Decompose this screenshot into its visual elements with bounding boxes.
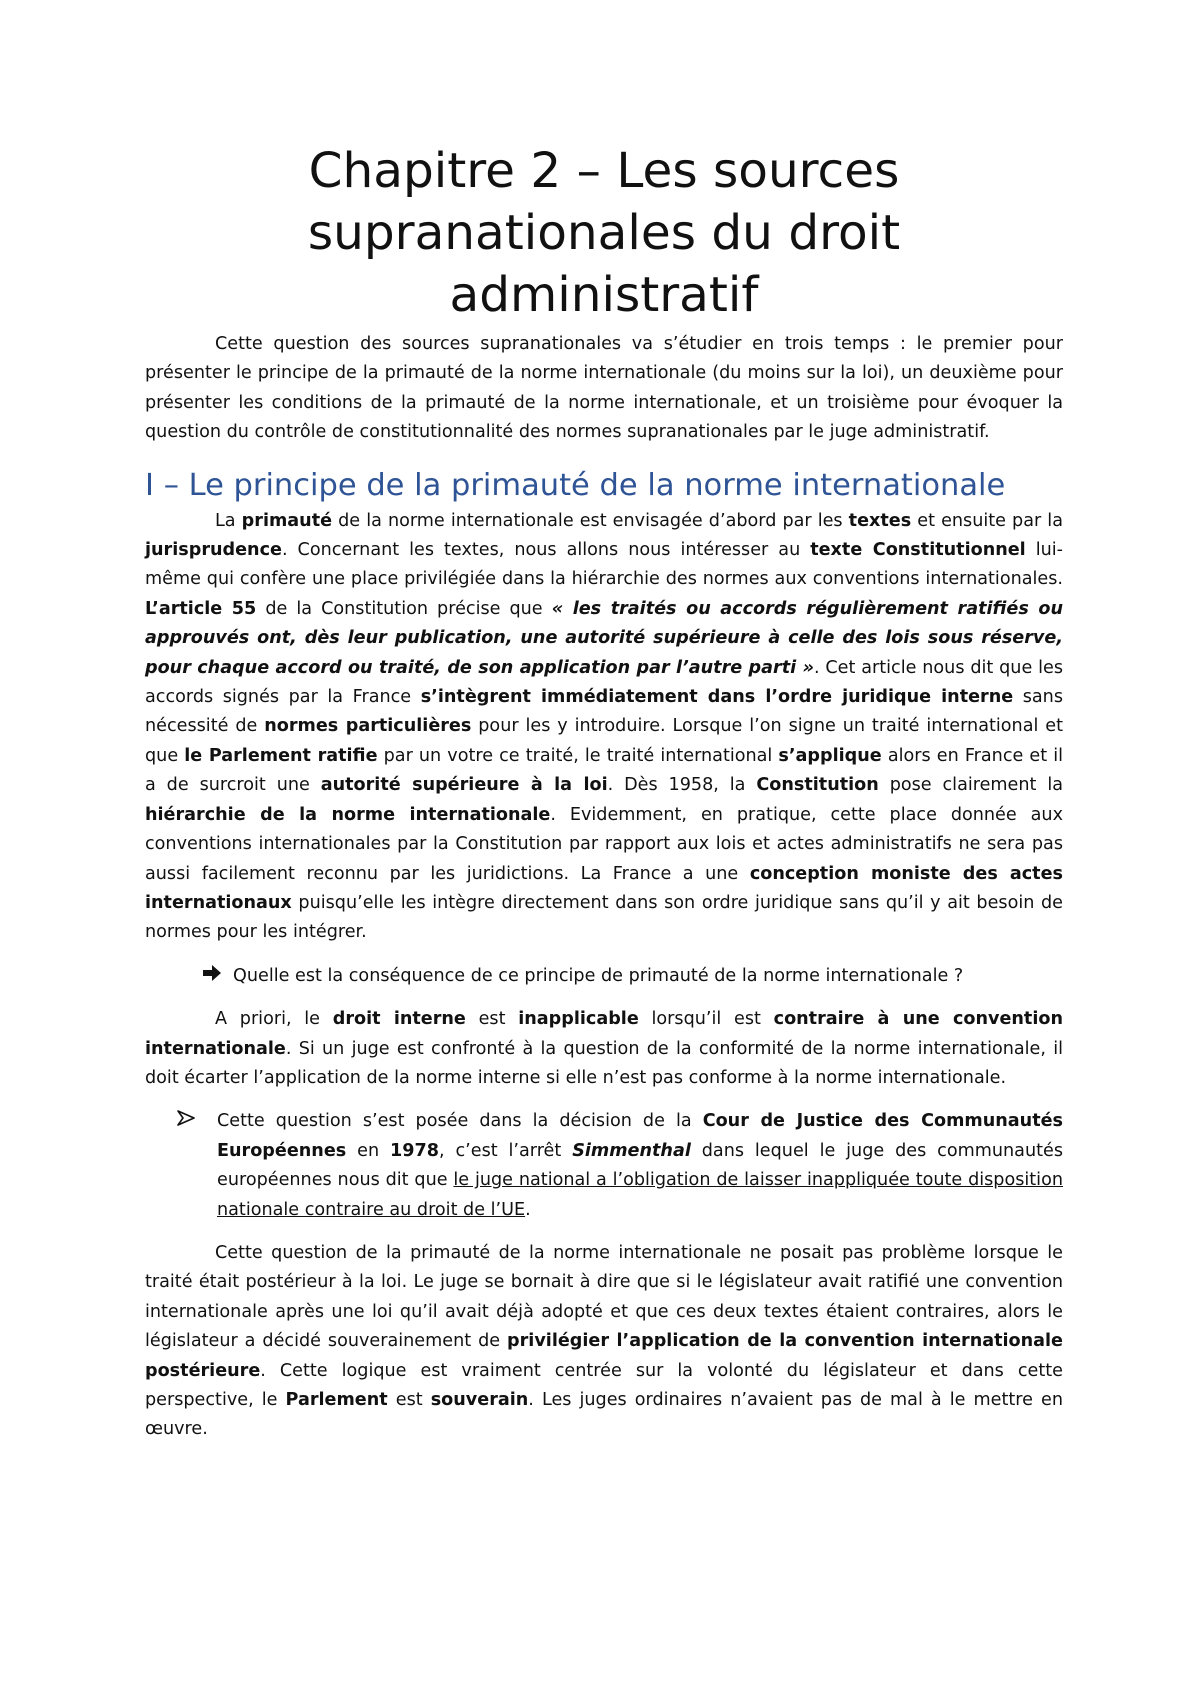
underlined-holding: le juge national a l’obligation de laisser inappliquée toute disposition nationale contraire au droit de l’UE xyxy=(217,1170,1063,1220)
paragraph-primaute: La primauté de la norme internationale est envisagée d’abord par les textes et ensuite par la jurisprudence. Concernant les textes, nous allons nous intéresser au texte Constitutionnel lui-même qui confère une place privilégiée dans la hiérarchie des normes aux conventions internationales. L’article 55 de la Constitution précise que « les traités ou accords régulièrement ratifiés ou approuvés ont, dès leur publication, une autorité supérieure à celle des lois sous réserve, pour chaque accord ou traité, de son application par l’autre parti ». Cet article nous dit que les accords signés par la France s’intègrent immédiatement dans l’ordre juridique interne sans nécessité de normes particulières pour les y introduire. Lorsque l’on signe un traité international et que le Parlement ratifie par un votre ce traité, le traité international s’applique alors en France et il a de surcroit une autorité supérieure à la loi. Dès 1958, la Constitution pose clairement la hiérarchie de la norme internationale. Evidemment, en pratique, cette place donnée aux conventions internationales par la Constitution par rapport aux lois et actes administratifs ne sera pas aussi facilement reconnu par les juridictions. La France a une conception moniste des actes internationaux puisqu’elle les intègre directement dans son ordre juridique sans qu’il y ait besoin de normes pour les intégrer. xyxy=(145,510,1064,943)
paragraph-a-priori: A priori, le droit interne est inapplicable lorsqu’il est contraire à une convention internationale. Si un juge est confronté à la question de la conformité de la norme internationale, il doit écarter l’application de la norme interne si elle n’est pas conforme à la norme internationale. xyxy=(145,1009,1063,1088)
section-heading: I – Le principe de la primauté de la norme internationale xyxy=(145,467,1006,503)
case-name: Simmenthal xyxy=(572,1140,691,1161)
bullet-simmenthal: Cette question s’est posée dans la décision de la Cour de Justice des Communautés Européennes en 1978, c’est l’arrêt Simmenthal dans lequel le juge des communautés européennes nous dit que le juge national a l’obligation de laisser inappliquée toute disposition nationale contraire au droit de l’UE. xyxy=(145,1107,1063,1225)
document-page xyxy=(145,140,1063,1445)
title-line-3: administratif xyxy=(449,267,759,323)
arrow-question xyxy=(145,962,1063,991)
chapter-title xyxy=(145,140,1063,326)
title-line-2: supranationales du droit xyxy=(307,205,901,261)
title-line-1: Chapitre 2 – Les sources xyxy=(308,143,900,199)
right-arrow-icon xyxy=(203,962,233,991)
intro-paragraph: Cette question des sources supranationales va s’étudier en trois temps : le premier pour présenter le principe de la primauté de la norme internationale (du moins sur la loi), un deuxième pour présenter les conditions de la primauté de la norme internationale, et un troisième pour évoquer la question du contrôle de constitutionnalité des normes supranationales par le juge administratif. xyxy=(145,334,1063,443)
article-55-quote: « les traités ou accords régulièrement ratifiés ou approuvés ont, dès leur publication, une autorité supérieure à celle des lois sous réserve, pour chaque accord ou traité, de son application par l’autre parti » xyxy=(145,598,1063,678)
arrow-question-text: Quelle est la conséquence de ce principe de primauté de la norme internationale ? xyxy=(233,965,964,986)
paragraph-traite-posterieur: Cette question de la primauté de la norme internationale ne posait pas problème lorsque le traité était postérieur à la loi. Le juge se bornait à dire que si le législateur avait ratifié une convention internationale après une loi qu’il avait déjà adopté et que ces deux textes étaient contraires, alors le législateur a décidé souverainement de privilégier l’application de la convention internationale postérieure. Cette logique est vraiment centrée sur la volonté du législateur et dans cette perspective, le Parlement est souverain. Les juges ordinaires n’avaient pas de mal à le mettre en œuvre. xyxy=(145,1242,1063,1440)
chevron-arrow-bullet-icon xyxy=(177,1107,207,1136)
